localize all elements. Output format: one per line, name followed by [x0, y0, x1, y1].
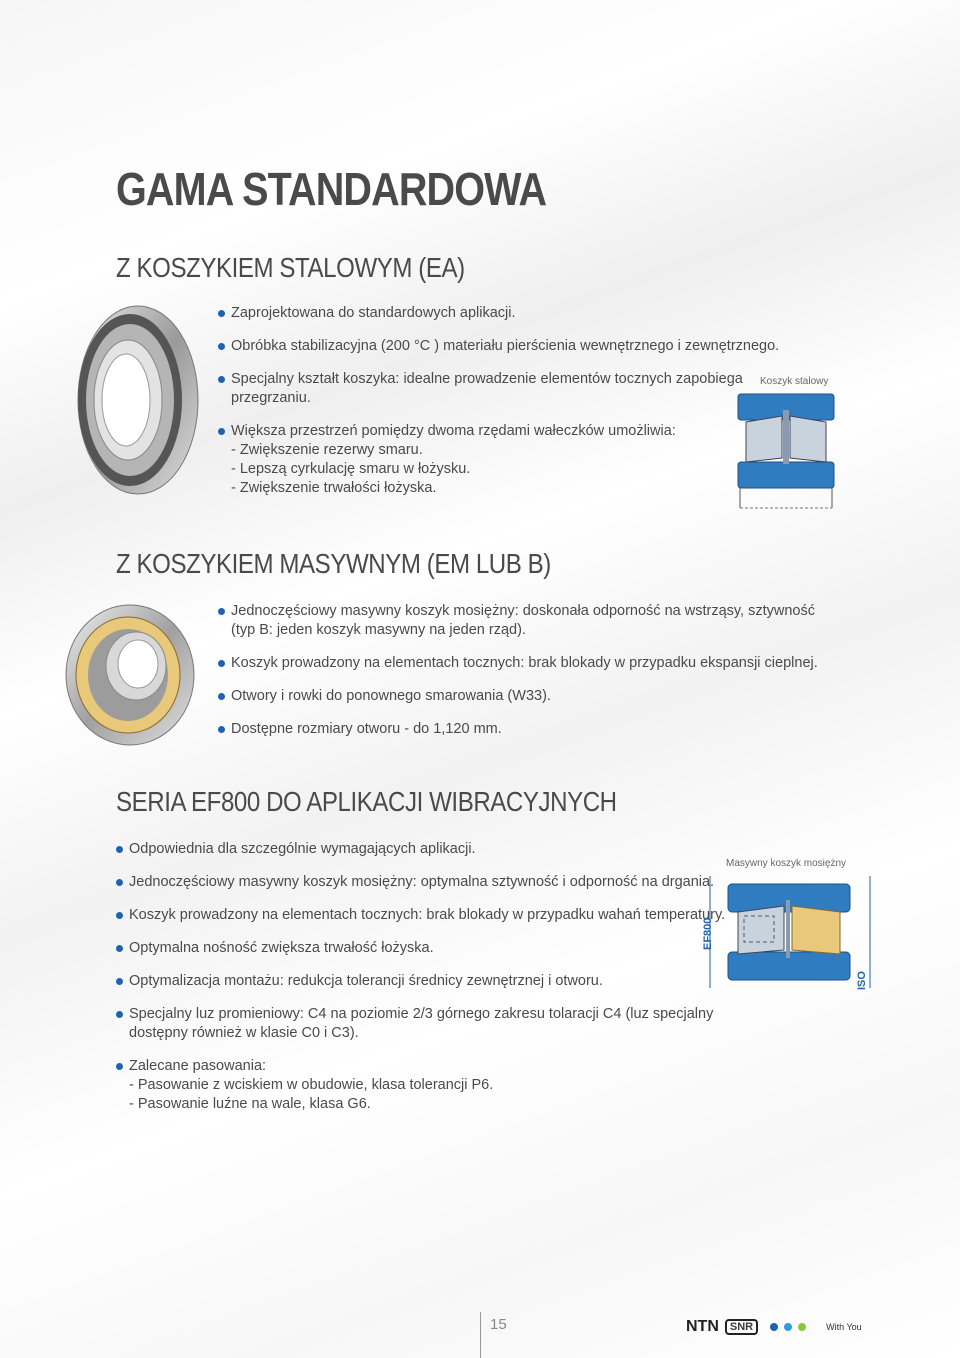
- dot-blue-icon: [770, 1323, 778, 1331]
- list-item: Optymalizacja montażu: redukcja tolerancji średnicy zewnętrznej i otworu.: [116, 972, 725, 991]
- list-item: Optymalna nośność zwiększa trwałość łożyska.: [116, 939, 725, 958]
- list-item: Dostępne rozmiary otworu - do 1,120 mm.: [218, 720, 818, 739]
- list-item: Koszyk prowadzony na elementach tocznych: brak blokady w przypadku ekspansji cieplnej.: [218, 654, 818, 673]
- list-item: Otwory i rowki do ponownego smarowania (W33).: [218, 687, 818, 706]
- section-heading-steel-cage: Z KOSZYKIEM STALOWYM (EA): [116, 252, 465, 283]
- dot-light-blue-icon: [784, 1323, 792, 1331]
- page-number: 15: [490, 1316, 507, 1333]
- footer-logo: [686, 1318, 862, 1336]
- list-item: Zaprojektowana do standardowych aplikacji.: [218, 304, 779, 323]
- list-item: Zalecane pasowania: - Pasowanie z wciskiem w obudowie, klasa tolerancji P6. - Pasowanie luźne na wale, klasa G6.: [116, 1057, 725, 1114]
- list-item: Odpowiednia dla szczególnie wymagających aplikacji.: [116, 840, 725, 859]
- list-item: Jednoczęściowy masywny koszyk mosiężny: optymalna sztywność i odporność na drgania.: [116, 873, 725, 892]
- bullet-list-steel-cage: [218, 304, 779, 498]
- cross-section-diagram-steel-cage: [736, 392, 836, 510]
- section-heading-massive-cage: Z KOSZYKIEM MASYWNYM (EM LUB B): [116, 548, 551, 579]
- snr-logo: SNR: [725, 1319, 758, 1335]
- cross-section-diagram-ef800: [700, 870, 880, 994]
- bearing-photo-brass-cage: [60, 600, 200, 750]
- footer-divider: [480, 1312, 481, 1358]
- page-title: GAMA STANDARDOWA: [116, 163, 547, 215]
- list-item: Specjalny kształt koszyka: idealne prowadzenie elementów tocznych zapobiega przegrzaniu.: [218, 370, 779, 408]
- bullet-list-massive-cage: [218, 602, 818, 739]
- list-item: Specjalny luz promieniowy: C4 na poziomie 2/3 górnego zakresu tolaracji C4 (luz specjalny dostępny również w klasie C0 i C3).: [116, 1005, 725, 1043]
- tagline: With You: [826, 1322, 862, 1332]
- label-ef800: EF800: [702, 917, 714, 950]
- label-iso: ISO: [856, 971, 868, 990]
- diagram-caption-steel-cage: Koszyk stalowy: [760, 376, 829, 387]
- bullet-list-ef800: [116, 840, 725, 1114]
- diagram-caption-brass-cage: Masywny koszyk mosiężny: [726, 858, 847, 869]
- list-item: Koszyk prowadzony na elementach tocznych: brak blokady w przypadku wahań temperatury.: [116, 906, 725, 925]
- list-item: Jednoczęściowy masywny koszyk mosiężny: doskonała odporność na wstrząsy, sztywność (typ B: jeden koszyk masywny na jeden rząd).: [218, 602, 818, 640]
- section-heading-ef800: SERIA EF800 DO APLIKACJI WIBRACYJNYCH: [116, 786, 617, 817]
- ntn-logo: NTN: [686, 1318, 719, 1335]
- list-item: Obróbka stabilizacyjna (200 °C ) materiału pierścienia wewnętrznego i zewnętrznego.: [218, 337, 779, 356]
- bearing-photo-steel-cage: [60, 300, 200, 500]
- list-item: Większa przestrzeń pomiędzy dwoma rzędami wałeczków umożliwia: - Zwiększenie rezerwy smaru. - Lepszą cyrkulację smaru w łożysku. - Zwiększenie trwałości łożyska.: [218, 422, 779, 498]
- dot-green-icon: [798, 1323, 806, 1331]
